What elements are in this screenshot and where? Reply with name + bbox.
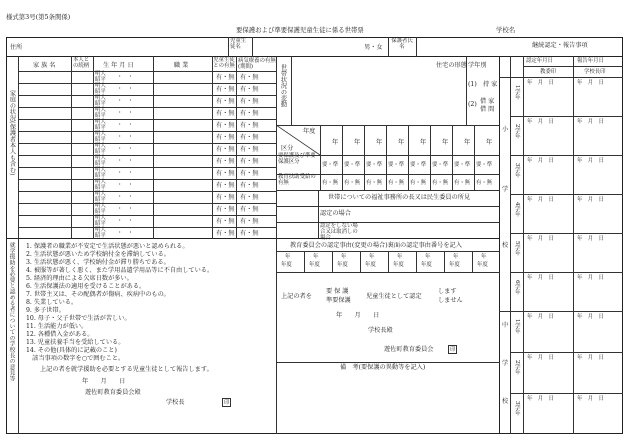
medical-yes-no[interactable]: 有・無 [240,122,259,129]
medical-yes-no[interactable]: 有・無 [240,206,259,213]
school-char-1: 学 [502,186,509,193]
family-section-label: 家庭の状況(保護者本人も含む) [8,90,16,176]
year-unit: 年 [420,139,427,146]
era-meiji-taisho: 明大 [95,203,106,209]
year-col-divider [408,125,409,190]
category-cell[interactable]: 要・準 [322,162,339,168]
address-label: 住所 [10,44,23,51]
division-label: 区分 [281,145,294,152]
era-meiji-taisho: 明大 [95,131,106,137]
report-date-field[interactable]: 年 月 日 [577,158,604,164]
col-name: 家 族 名 [33,62,56,69]
school-char-2: 校 [502,242,509,249]
category-label: 要保護及び準要保護区分 [278,153,316,166]
elementary-char: 小 [502,126,509,133]
medical-yes-no[interactable]: 有・無 [240,110,259,117]
with-student-yes-no[interactable]: 有・無 [216,122,235,129]
year-unit: 年 [398,139,405,146]
birth-date-dots[interactable]: ・ ・ [117,170,134,176]
committee-year-divider [388,251,389,272]
approval-date-field[interactable]: 年 月 日 [527,314,554,320]
committee-year-label: 年度 [449,262,460,268]
era-showa-heisei: 昭平 [95,209,106,215]
medical-yes-no[interactable]: 有・無 [240,194,259,201]
medical-yes-no[interactable]: 有・無 [240,134,259,141]
principal-seal-box [222,398,231,407]
assistance-cell[interactable]: 有・無 [322,180,339,186]
committee-year-label: 年度 [365,262,376,268]
year-col-divider [474,125,475,190]
medical-yes-no[interactable]: 有・無 [240,170,259,177]
year-unit: 年 [464,139,471,146]
criteria-item[interactable]: 13. 児童扶養手当を受給している。 [26,339,125,346]
year-unit: 年 [442,139,449,146]
continuation-label: 継続認定・報告事項 [532,42,588,49]
era-meiji-taisho: 明大 [95,215,106,221]
era-meiji-taisho: 明大 [95,119,106,125]
with-student-yes-no[interactable]: 有・無 [216,98,235,105]
committee-year-cell[interactable]: 年 [341,254,347,260]
principal-label: 学校長 [166,399,185,406]
medical-yes-no[interactable]: 有・無 [240,230,259,237]
committee-year-divider [444,251,445,272]
criteria-item[interactable]: 14. その他(具体的に記載のこと) [26,347,117,354]
committee-year-label: 年度 [477,262,488,268]
committee-year-label: 年度 [421,262,432,268]
approval-date-field[interactable]: 年 月 日 [527,355,554,361]
committee-year-cell[interactable]: 年 [285,254,291,260]
report-date-field[interactable]: 年 月 日 [577,119,604,125]
change-reason-label: 教育委員会の認定事由(変更の場合)裏面の認定事由番号を記入 [290,242,462,249]
year-col-divider [342,125,343,190]
grade-divider [510,352,623,353]
with-student-yes-no[interactable]: 有・無 [216,182,235,189]
family-row-divider [18,155,276,156]
residence-option-rent[interactable]: (2) [468,101,477,108]
col-with-student: 児童生徒との有無 [213,57,235,70]
approval-date-field[interactable]: 年 月 日 [527,80,554,86]
family-row-divider [18,95,276,96]
col-birth: 生 年 月 日 [103,62,134,69]
era-meiji-taisho: 明大 [95,155,106,161]
board-seal-box [448,345,457,354]
year-unit: 年 [354,139,361,146]
category-cell[interactable]: 要・準 [344,162,361,168]
birth-date-dots[interactable]: ・ ・ [117,206,134,212]
board-seal-text: 印 [450,347,456,353]
birth-date-dots[interactable]: ・ ・ [117,230,134,236]
medical-yes-no[interactable]: 有・無 [240,218,259,225]
principal-addressee: 学校長殿 [368,327,393,334]
board-seal-label: 教委印 [540,69,557,75]
family-row-divider [18,83,276,84]
era-meiji-taisho: 明大 [95,191,106,197]
family-row-divider [18,119,276,120]
rent-room: 借 間 [480,106,495,113]
era-showa-heisei: 昭平 [95,197,106,203]
committee-year-label: 年度 [309,262,320,268]
need-semi-protected[interactable]: 準要保護 [326,297,351,304]
student-name-label: 児童生徒名 [230,38,247,51]
medical-yes-no[interactable]: 有・無 [240,182,259,189]
grade-divider [510,233,623,234]
principal-seal-label: 学校長印 [584,69,606,75]
category-cell[interactable]: 要・準 [432,162,449,168]
criteria-item[interactable]: 2. 生活状態が悪いため学校納付金を滞納している。 [26,251,170,258]
year-col-divider [320,125,321,190]
committee-year-cell[interactable]: 年 [313,254,319,260]
era-showa-heisei: 昭平 [95,113,106,119]
grade-divider [510,155,623,156]
with-student-yes-no[interactable]: 有・無 [216,134,235,141]
era-meiji-taisho: 明大 [95,167,106,173]
medical-yes-no[interactable]: 有・無 [240,74,259,81]
school-char-4: 校 [502,398,509,405]
criteria-item[interactable]: 9. 多子世帯。 [26,307,65,314]
above-label: 上記の者を [281,293,312,300]
criteria-item[interactable]: 4. 被服等が著しく悪く、また学用品遺学用品等に不自由している。 [26,267,214,274]
family-row-divider [18,71,276,72]
criteria-item[interactable]: 7. 世帯主又は、その配偶者が傷病、疾病中のもの。 [26,291,170,298]
committee-year-divider [360,251,361,272]
remarks-label: 備 考(要保護の異動等を記入) [340,364,426,371]
committee-year-divider [416,251,417,272]
grade-divider [510,194,623,195]
criteria-item[interactable]: 1. 保護者の職業が不安定で生活状態が悪いと認められる。 [26,243,189,250]
committee-year-label: 年度 [281,262,292,268]
diagonal-header [276,125,320,155]
criteria-item[interactable]: 12. 各種借入金がある。 [26,331,94,338]
category-cell[interactable]: 要・準 [476,162,493,168]
with-student-yes-no[interactable]: 有・無 [216,230,235,237]
rent-house: 借 家 [480,98,495,105]
criteria-item[interactable]: 11. 生活能力が低い。 [26,323,88,330]
assistance-cell[interactable]: 有・無 [432,180,449,186]
committee-year-cell[interactable]: 年 [425,254,431,260]
era-meiji-taisho: 明大 [95,95,106,101]
report-date-field[interactable]: 年 月 日 [577,236,604,242]
report-date-field[interactable]: 年 月 日 [577,355,604,361]
residence-option-own[interactable]: (1) 持 家 [468,81,498,88]
gender-options[interactable]: 男・女 [364,44,383,51]
year-unit: 年 [332,139,339,146]
family-row-divider [18,143,276,144]
approval-date-field[interactable]: 年 月 日 [527,158,554,164]
with-student-yes-no[interactable]: 有・無 [216,206,235,213]
committee-year-label: 年度 [337,262,348,268]
grade-label: 3学年 [513,401,520,416]
col-relation: 本人との続柄 [73,57,90,70]
form-title: 要保護および準要保護児童生徒に係る世帯票 [236,26,364,34]
year-label: 年度 [303,128,316,135]
birth-date-dots[interactable]: ・ ・ [117,122,134,128]
year-unit: 年 [376,139,383,146]
birth-date-dots[interactable]: ・ ・ [117,194,134,200]
criteria-item[interactable]: 6. 生活保護法の適用を受けることがある。 [26,283,146,290]
approval-date-field[interactable]: 年 月 日 [527,119,554,125]
era-showa-heisei: 昭平 [95,137,106,143]
year-col-divider [364,125,365,190]
birth-date-dots[interactable]: ・ ・ [117,218,134,224]
guardian-name-label: 保護者氏名 [391,38,413,51]
assistance-cell[interactable]: 有・無 [388,180,405,186]
birth-date-dots[interactable]: ・ ・ [117,110,134,116]
family-row-divider [18,227,276,228]
criteria-item[interactable]: 8. 失業している。 [26,299,78,306]
birth-date-dots[interactable]: ・ ・ [117,182,134,188]
committee-year-divider [472,251,473,272]
welfare-note: 世帯についての福祉事務所の長又は民生委員の所見 [328,194,471,201]
info-row [6,37,623,57]
report-addressee: 遊佐町教育委員会殿 [85,389,141,396]
will-not-approve[interactable]: しません [438,297,463,304]
medical-yes-no[interactable]: 有・無 [240,98,259,105]
assistance-cell[interactable]: 有・無 [476,180,493,186]
committee-year-cell[interactable]: 年 [481,254,487,260]
committee-year-label: 年度 [393,262,404,268]
birth-date-dots[interactable]: ・ ・ [117,146,134,152]
residence-label: 住宅の形態 [436,62,467,69]
criteria-item[interactable]: 10. 母子・父子世帯で生活が苦しい。 [26,315,131,322]
grade-label: 4学年 [513,202,520,217]
year-row-divider [276,155,500,156]
rejected-label: 認定をしない場合又は取消しの場合 [320,223,358,242]
col-medical: 病気療養の有無(期間) [238,58,276,71]
category-cell[interactable]: 要・準 [454,162,471,168]
form-number: 様式第3号(第5条関係) [6,13,71,21]
seal-text: 印 [224,400,230,406]
as-student-label: 児童生徒として認定 [366,293,422,300]
era-showa-heisei: 昭平 [95,77,106,83]
grade-label: 2学年 [513,360,520,375]
birth-date-dots[interactable]: ・ ・ [117,74,134,80]
approval-date-field[interactable]: 年 月 日 [527,275,554,281]
school-char-3: 学 [502,360,509,367]
grade-divider [510,116,623,117]
era-meiji-taisho: 明大 [95,83,106,89]
report-date-field[interactable]: 年 月 日 [577,396,604,402]
family-row-divider [18,215,276,216]
birth-date-dots[interactable]: ・ ・ [117,134,134,140]
era-showa-heisei: 昭平 [95,149,106,155]
birth-date-dots[interactable]: ・ ・ [117,86,134,92]
year-col-divider [386,125,387,190]
with-student-yes-no[interactable]: 有・無 [216,218,235,225]
assistance-cell[interactable]: 有・無 [344,180,361,186]
assistance-cell[interactable]: 有・無 [454,180,471,186]
committee-year-cell[interactable]: 年 [453,254,459,260]
grade-label: 5学年 [513,241,520,256]
era-showa-heisei: 昭平 [95,185,106,191]
era-showa-heisei: 昭平 [95,161,106,167]
household-change-label: 世帯状況の変動 [279,64,287,108]
approval-date-field[interactable]: 年 月 日 [527,197,554,203]
medical-yes-no[interactable]: 有・無 [240,146,259,153]
grade-label: 1学年 [513,85,520,100]
report-date-field[interactable]: 年 月 日 [577,314,604,320]
grade-divider [510,272,623,273]
era-meiji-taisho: 明大 [95,227,106,233]
grade-label: 6学年 [513,280,520,295]
with-student-yes-no[interactable]: 有・無 [216,158,235,165]
with-student-yes-no[interactable]: 有・無 [216,110,235,117]
col-occupation: 職 業 [174,62,189,69]
grade-label: 1学年 [513,319,520,334]
committee-year-divider [332,251,333,272]
report-date[interactable]: 年 月 日 [82,378,126,385]
assistance-section-label: 就学援助を必要と認める者についての学校長の意見等 [8,242,15,382]
era-meiji-taisho: 明大 [95,71,106,77]
category-cell[interactable]: 要・準 [410,162,427,168]
approval-date-field[interactable]: 年 月 日 [527,236,554,242]
grade-divider [510,393,623,394]
need-protected[interactable]: 要 保 護 [326,288,349,295]
criteria-item[interactable]: 3. 生活状態が悪く、学校納付金が滞り勝ちである。 [26,259,170,266]
family-row-divider [18,167,276,168]
with-student-yes-no[interactable]: 有・無 [216,170,235,177]
with-student-yes-no[interactable]: 有・無 [216,146,235,153]
era-showa-heisei: 昭平 [95,101,106,107]
era-meiji-taisho: 明大 [95,107,106,113]
board-name: 遊佐町教育委員会 [384,346,434,353]
approval-date-label: 認定年月日 [526,58,553,64]
era-showa-heisei: 昭平 [95,173,106,179]
report-date-label: 報告年月日 [577,58,604,64]
middle-char: 中 [502,322,509,329]
assistance-cell[interactable]: 有・無 [410,180,427,186]
birth-date-dots[interactable]: ・ ・ [117,98,134,104]
school-name-label: 学校名 [496,26,516,34]
grade-label: 3学年 [513,163,520,178]
family-row-divider [18,179,276,180]
era-showa-heisei: 昭平 [95,233,106,239]
report-date-field[interactable]: 年 月 日 [577,275,604,281]
approval-date-field[interactable]: 年 月 日 [527,396,554,402]
assistance-cell[interactable]: 有・無 [366,180,383,186]
medical-yes-no[interactable]: 有・無 [240,158,259,165]
report-statement: 上記の者を就学援助を必要とする児童生徒として報告します。 [40,366,213,373]
category-cell[interactable]: 要・準 [366,162,383,168]
era-showa-heisei: 昭平 [95,221,106,227]
with-student-yes-no[interactable]: 有・無 [216,86,235,93]
year-unit: 年 [486,139,493,146]
with-student-yes-no[interactable]: 有・無 [216,74,235,81]
committee-year-divider [304,251,305,272]
report-date-field[interactable]: 年 月 日 [577,80,604,86]
grade-label: 2学年 [513,124,520,139]
approved-label: 認定の場合 [320,210,351,217]
grade-by-label: 学年別 [468,62,487,69]
family-row-divider [18,203,276,204]
family-row-divider [18,107,276,108]
era-showa-heisei: 昭平 [95,89,106,95]
assistance-label: 教育扶助受給の有無 [278,174,316,187]
family-row-divider [18,191,276,192]
committee-year-cell[interactable]: 年 [369,254,375,260]
criteria-item[interactable]: 該当事項の数字を○で囲むこと。 [26,355,125,362]
year-col-divider [452,125,453,190]
committee-date[interactable]: 年 月 日 [336,312,380,319]
era-meiji-taisho: 明大 [95,179,106,185]
criteria-item[interactable]: 5. 経済的理由による欠席日数が多い。 [26,275,133,282]
with-student-yes-no[interactable]: 有・無 [216,194,235,201]
category-cell[interactable]: 要・準 [388,162,405,168]
medical-yes-no[interactable]: 有・無 [240,86,259,93]
family-row-divider [18,131,276,132]
birth-date-dots[interactable]: ・ ・ [117,158,134,164]
committee-year-cell[interactable]: 年 [397,254,403,260]
report-date-field[interactable]: 年 月 日 [577,197,604,203]
year-col-divider [430,125,431,190]
era-meiji-taisho: 明大 [95,143,106,149]
will-approve[interactable]: します [438,288,457,295]
era-showa-heisei: 昭平 [95,125,106,131]
